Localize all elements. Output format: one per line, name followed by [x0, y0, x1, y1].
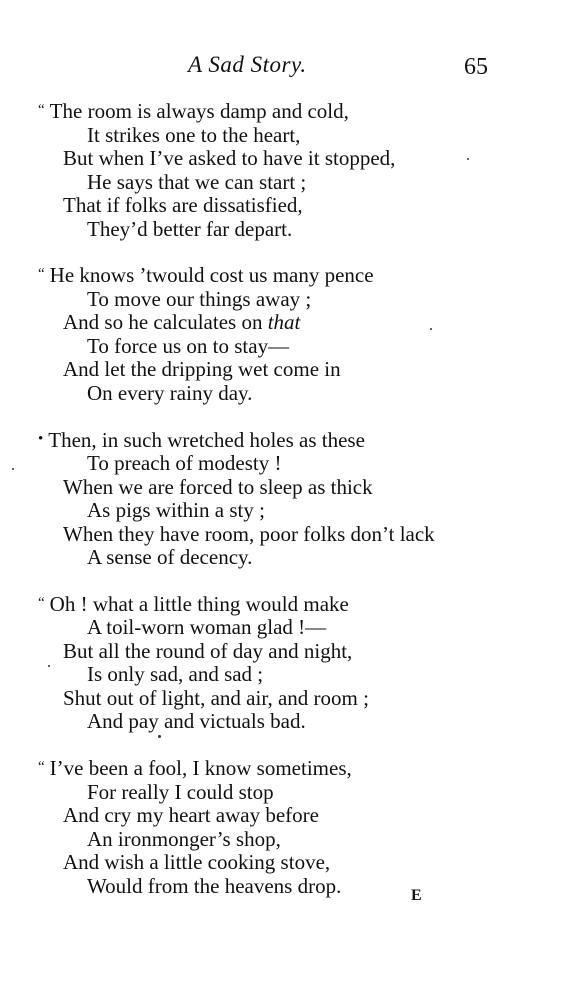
- print-speck: [467, 158, 469, 160]
- print-speck: [430, 328, 432, 330]
- line-text: And so he calculates on: [63, 310, 268, 335]
- stanza-4: [38, 592, 568, 734]
- poem-line: [38, 263, 568, 288]
- poem: [38, 99, 568, 920]
- poem-line: An ironmonger’s shop,: [87, 826, 281, 851]
- poem-line: Is only sad, and sad ;: [87, 662, 264, 687]
- print-speck: [158, 735, 161, 738]
- poem-line: And wish a little cooking stove,: [63, 850, 331, 875]
- poem-line: Shut out of light, and air, and room ;: [63, 685, 369, 710]
- poem-line: That if folks are dissatisfied,: [63, 193, 303, 217]
- line-text: I’ve been a fool, I know sometimes,: [49, 756, 352, 781]
- poem-line: When we are forced to sleep as thick: [63, 474, 373, 499]
- emphasized-word: that: [267, 310, 301, 335]
- poem-line: A sense of decency.: [87, 545, 253, 570]
- poem-line: For really I could stop: [87, 779, 274, 804]
- poem-line: And let the dripping wet come in: [63, 357, 341, 382]
- opening-quote: •: [38, 430, 44, 447]
- poem-line: And cry my heart away before: [63, 803, 319, 828]
- poem-line: As pigs within a sty ;: [87, 498, 265, 523]
- line-text: Oh ! what a little thing would make: [49, 591, 349, 616]
- line-text: He knows ’twould cost us many pence: [49, 263, 374, 288]
- line-text: Then, in such wretched holes as these: [48, 427, 365, 452]
- poem-line: To preach of modesty !: [87, 451, 282, 476]
- running-title: A Sad Story.: [188, 52, 307, 77]
- page-number: 65: [464, 54, 488, 80]
- poem-line: To force us on to stay—: [87, 333, 290, 358]
- poem-line: A toil-worn woman glad !—: [87, 615, 327, 640]
- poem-line: [38, 592, 568, 617]
- poem-line: [38, 311, 568, 335]
- poem-line: [38, 99, 568, 124]
- stanza-2: [38, 263, 568, 405]
- opening-quote: “: [38, 594, 45, 611]
- poem-line: And pay and victuals bad.: [87, 709, 306, 734]
- poem-line: To move our things away ;: [87, 286, 312, 311]
- print-speck: [48, 665, 50, 667]
- stanza-5: [38, 756, 568, 898]
- poem-line: They’d better far depart.: [87, 216, 293, 241]
- poem-line: [38, 428, 568, 453]
- opening-quote: “: [38, 102, 45, 118]
- line-text: The room is always damp and cold,: [49, 99, 349, 123]
- poem-line: But all the round of day and night,: [63, 638, 353, 663]
- poem-line: He says that we can start ;: [87, 169, 307, 194]
- print-speck: [12, 468, 14, 470]
- poem-line: But when I’ve asked to have it stopped,: [63, 146, 396, 170]
- poem-line: [38, 756, 568, 781]
- signature-mark: E: [411, 887, 422, 904]
- poem-line: It strikes one to the heart,: [87, 122, 301, 147]
- stanza-3: [38, 428, 568, 570]
- poem-line: On every rainy day.: [87, 380, 253, 405]
- poem-line: Would from the heavens drop.: [87, 873, 342, 898]
- poem-line: When they have room, poor folks don’t lack: [63, 521, 435, 546]
- stanza-1: [38, 99, 568, 241]
- opening-quote: “: [38, 759, 45, 776]
- opening-quote: “: [38, 266, 45, 283]
